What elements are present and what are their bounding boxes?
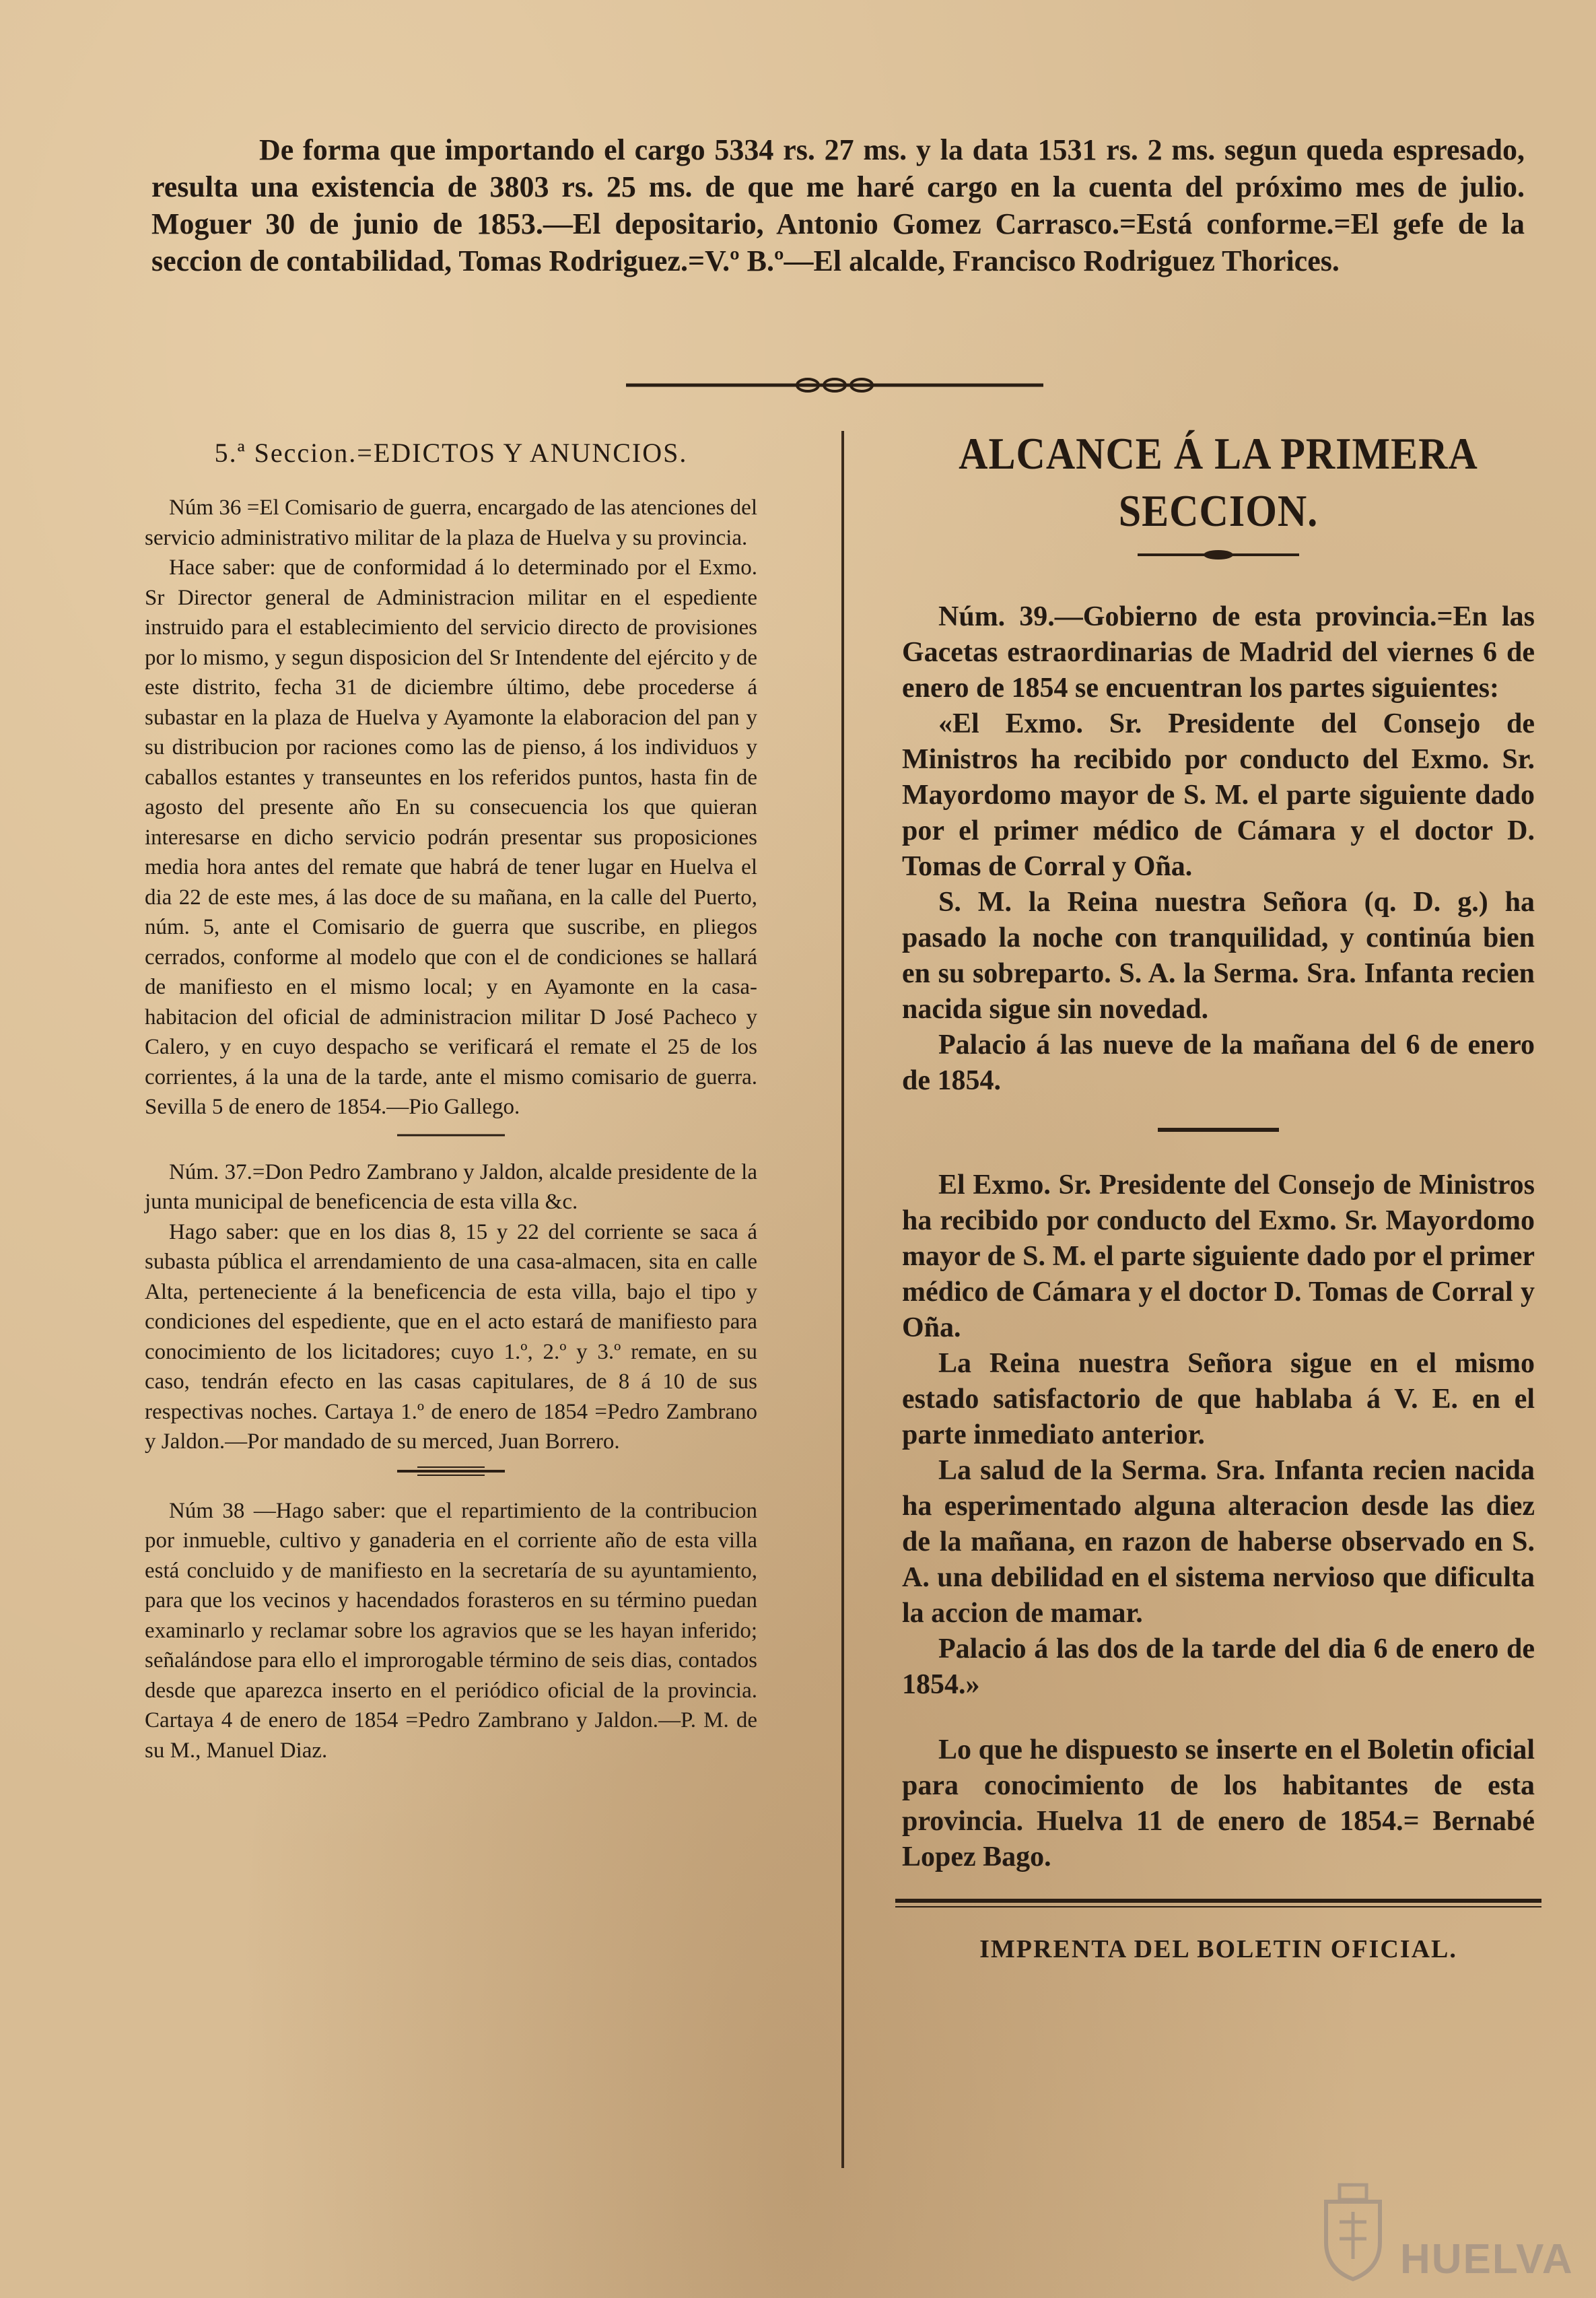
top-paragraph: De forma que importando el cargo 5334 rs. 27 ms. y la data 1531 rs. 2 ms. segun queda espresado, resulta una existencia de 3803 rs. 25 ms. de que me haré cargo en la cuenta del próximo mes de julio. Moguer 30 de junio de 1853.—El depositario, Antonio Gomez Carrasco.=Está conforme.=El gefe de la seccion de contabilidad, Tomas Rodriguez.=V.º B.º—El alcalde, Francisco Rodriguez Thorices. xyxy=(151,133,1525,277)
alcance-heading: ALCANCE Á LA PRIMERA SECCION. xyxy=(959,428,1478,536)
second-report-date: Palacio á las dos de la tarde del dia 6 de enero de 1854.» xyxy=(902,1633,1535,1700)
closing-text: Lo que he dispuesto se inserte en el Boletin oficial para conocimiento de los habitantes de esta provincia. Huelva 11 de enero de 1854.= Bernabé Lopez Bago. xyxy=(902,1734,1535,1872)
second-report-infanta: La salud de la Serma. Sra. Infanta recien nacida ha esperimentado alguna alteracion desde las diez de la mañana, en razon de haberse observado en S. A. una debilidad en el sistema nervioso que dificulta la accion de mamar. xyxy=(902,1455,1535,1629)
notice-39-status: S. M. la Reina nuestra Señora (q. D. g.) ha pasado la noche con tranquilidad, y continúa bien en su sobreparto. S. A. la Serma. Sra. Infanta recien nacida sigue sin novedad. xyxy=(902,887,1535,1025)
right-column xyxy=(902,428,1535,1964)
crest-icon xyxy=(1313,2182,1393,2283)
second-report xyxy=(902,1168,1535,1703)
notice-38 xyxy=(145,1496,757,1766)
notice-36 xyxy=(145,493,757,1122)
double-rule xyxy=(895,1898,1541,1909)
second-report-queen: La Reina nuestra Señora sigue en el mismo estado satisfactorio de que hablaba á V. E. en el parte inmediato anterior. xyxy=(902,1348,1535,1450)
imprenta-footer: IMPRENTA DEL BOLETIN OFICIAL. xyxy=(979,1935,1457,1963)
ornamental-rule-small xyxy=(397,1464,505,1479)
notice-37 xyxy=(145,1157,757,1457)
notice-39-date: Palacio á las nueve de la mañana del 6 de enero de 1854. xyxy=(902,1029,1535,1096)
ornamental-rule xyxy=(626,375,1043,395)
watermark-text: HUELVA xyxy=(1400,2236,1574,2283)
archive-watermark xyxy=(1313,2182,1574,2283)
second-report-intro: El Exmo. Sr. Presidente del Consejo de Ministros ha recibido por conducto del Exmo. Sr. Mayordomo mayor de S. M. el parte siguiente dado por el primer médico de Cámara y el doctor D. Tomas de Corral y Oña. xyxy=(902,1170,1535,1343)
notice-37-body: Hago saber: que en los dias 8, 15 y 22 del corriente se saca á subasta pública el arrendamiento de una casa-almacen, sita en calle Alta, perteneciente á la beneficencia de esta villa, bajo el tipo y condiciones del espediente, que en el acto estará de manifiesto para conocimiento de los licitadores; cuyo 1.º, 2.º y 3.º remate, en su caso, tendrán efecto en las casas capitulares, de 8 á 10 de sus respectivas noches. Cartaya 1.º de enero de 1854 =Pedro Zambrano y Jaldon.—Por mandado de su merced, Juan Borrero. xyxy=(145,1219,757,1454)
column-divider xyxy=(841,431,844,2168)
left-column xyxy=(145,436,757,1765)
notice-39 xyxy=(902,599,1535,1099)
closing-block xyxy=(902,1732,1535,1875)
short-rule xyxy=(397,1128,505,1143)
section-heading: 5.ª Seccion.=EDICTOS Y ANUNCIOS. xyxy=(214,438,688,468)
notice-36-body: Hace saber: que de conformidad á lo determinado por el Exmo. Sr Director general de Administracion militar en el espediente instruido para el establecimiento del servicio directo de provisiones por lo mismo, y segun disposicion del Sr Intendente del ejército y de este distrito, fecha 31 de diciembre último, debe procederse á subastar en la plaza de Huelva y Ayamonte la elaboracion del pan y su distribucion por raciones como las de pienso, á los individuos y caballos estantes y transeuntes en los referidos puntos, hasta fin de agosto del presente año En su consecuencia los que quieran interesarse en dicho servicio podrán presentar sus proposiciones media hora antes del remate que habrá de tener lugar en Huelva el dia 22 de este mes, á las doce de su mañana, en la calle del Puerto, núm. 5, ante el Comisario de guerra que suscribe, en pliegos cerrados, conforme al modelo que con el de condiciones se hallará de manifiesto en el mismo local; y en Ayamonte en la casa-habitacion del oficial de administracion militar D José Pacheco y Calero, y en cuyo despacho se verificará el remate el 25 de los corrientes, á la una de la tarde, ante el mismo comisario de guerra. Sevilla 5 de enero de 1854.—Pio Gallego. xyxy=(145,555,757,1119)
notice-36-title: Núm 36 =El Comisario de guerra, encargado de las atenciones del servicio administrativo militar de la plaza de Huelva y su provincia. xyxy=(145,496,757,550)
ornamental-rule xyxy=(1138,548,1299,562)
notice-37-title: Núm. 37.=Don Pedro Zambrano y Jaldon, alcalde presidente de la junta municipal de beneficencia de esta villa &c. xyxy=(145,1159,757,1214)
short-rule xyxy=(1158,1124,1279,1135)
notice-39-title: Núm. 39.—Gobierno de esta provincia.=En las Gacetas estraordinarias de Madrid del viernes 6 de enero de 1854 se encuentran los partes siguientes: xyxy=(902,601,1535,704)
notice-39-report: «El Exmo. Sr. Presidente del Consejo de Ministros ha recibido por conducto del Exmo. Sr. Mayordomo mayor de S. M. el parte siguiente dado por el primer médico de Cámara y el doctor D. Tomas de Corral y Oña. xyxy=(902,708,1535,882)
notice-38-body: Núm 38 —Hago saber: que el repartimiento de la contribucion por inmueble, cultivo y ganaderia en el corriente año de esta villa está concluido y de manifiesto en la secretaría de su ayuntamiento, para que los vecinos y hacendados forasteros en su término puedan examinarlo y reclamar sobre los agravios que se les hayan inferido; señalándose para ello el improrogable término de seis dias, contados desde que aparezca inserto en el periódico oficial de la provincia. Cartaya 4 de enero de 1854 =Pedro Zambrano y Jaldon.—P. M. de su M., Manuel Diaz. xyxy=(145,1498,757,1763)
